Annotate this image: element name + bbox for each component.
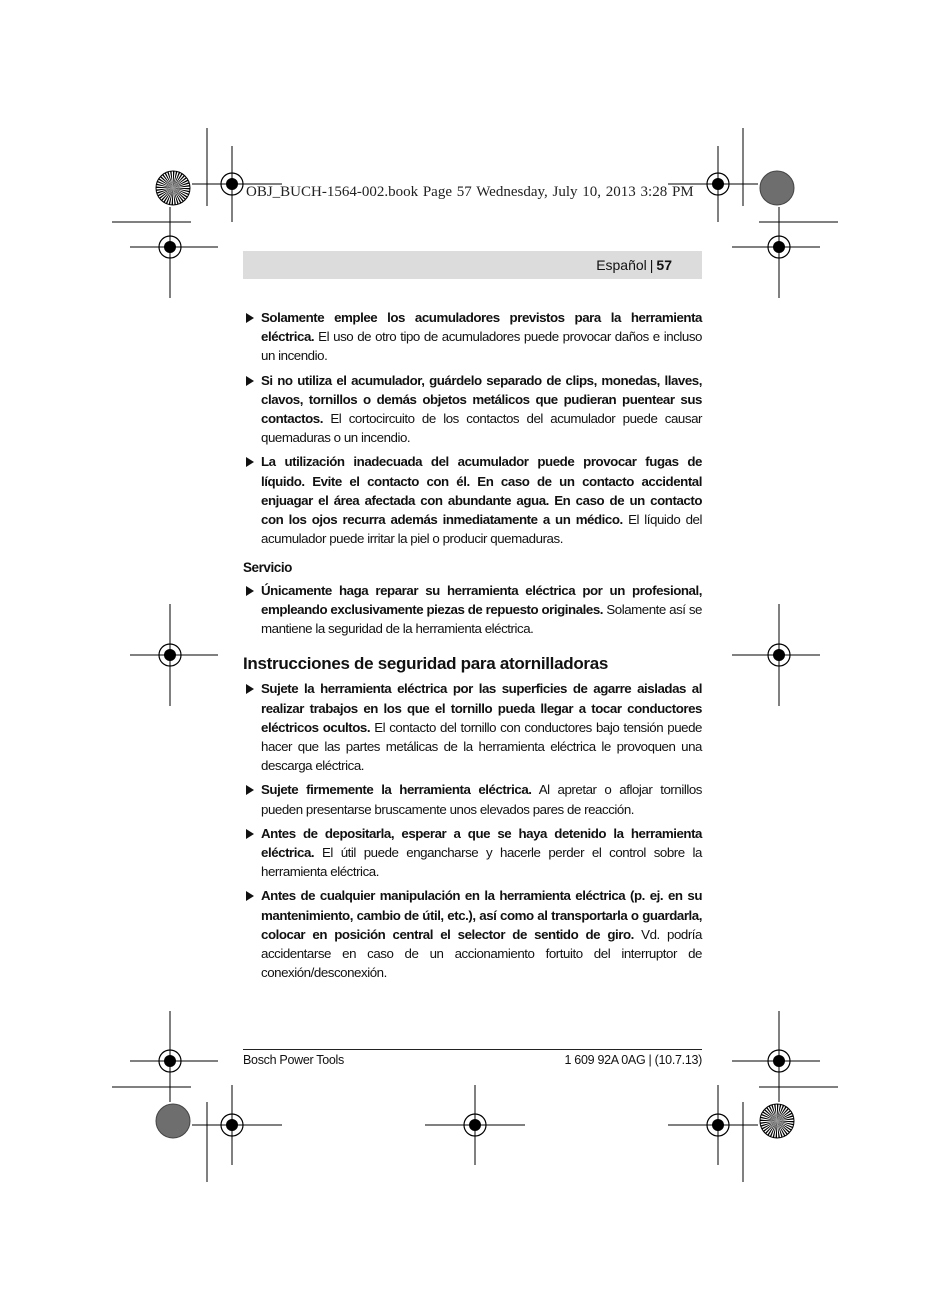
bullet-text: Solamente así se mantiene la seguridad de la herramienta eléctrica.	[261, 601, 702, 637]
bullet-triangle-icon	[246, 313, 254, 323]
bullet-item	[243, 581, 702, 639]
header-page-number: 57	[656, 257, 672, 273]
bullet-bold-text: Si no utiliza el acumulador, guárdelo separado de clips, monedas, llaves, clavos, tornillos o demás objetos metálicos que pudieran puentear sus contactos.	[261, 372, 702, 427]
bullet-bold-text: La utilización inadecuada del acumulador puede provocar fugas de líquido. Evite el contacto con él. En caso de un contacto accidental enjuagar el área afectada con abundante agua. En caso de un contacto con los ojos recurra además inmediatamente a un médico.	[261, 454, 702, 528]
bullet-item	[243, 780, 702, 818]
bullet-triangle-icon	[246, 457, 254, 467]
footer-rule	[243, 1049, 702, 1050]
bullet-bold-text: Sujete firmemente la herramienta eléctrica.	[261, 782, 532, 798]
screwdriver-safety-heading: Instrucciones de seguridad para atornilladoras	[243, 654, 609, 674]
battery-warnings	[243, 308, 702, 548]
bullet-text: El uso de otro tipo de acumuladores puede provocar daños e incluso un incendio.	[261, 329, 702, 364]
bullet-text: El contacto del tornillo con conductores bajo tensión puede hacer que las partes metálicas de la herramienta eléctrica le provoquen una descarga eléctrica.	[261, 719, 702, 774]
grey-density-patch	[760, 171, 794, 205]
bullet-bold-text: Antes de cualquier manipulación en la herramienta eléctrica (p. ej. en su mantenimiento, cambio de útil, etc.), así como al transportarla o guardarla, colocar en posición central el selector de sentido de giro.	[261, 888, 702, 942]
page-content	[243, 308, 702, 988]
bullet-triangle-icon	[246, 891, 254, 901]
star-target-icon	[156, 171, 190, 205]
page-header-text	[596, 257, 672, 273]
header-language: Español	[596, 257, 647, 273]
header-separator: |	[649, 257, 654, 273]
bullet-item	[243, 452, 702, 548]
page-header-bar	[243, 251, 702, 279]
bullet-bold-text: Antes de depositarla, esperar a que se haya detenido la herramienta eléctrica.	[261, 825, 702, 861]
bullet-text: El útil puede engancharse y hacerle perder el control sobre la herramienta eléctrica.	[261, 845, 702, 880]
bullet-item	[243, 679, 702, 775]
print-slug-line: OBJ_BUCH-1564-002.book Page 57 Wednesday, July 10, 2013 3:28 PM	[246, 184, 694, 200]
bullet-triangle-icon	[246, 684, 254, 694]
bullet-item	[243, 886, 702, 982]
star-target-icon	[760, 1104, 794, 1138]
bullet-item	[243, 371, 702, 448]
bullet-text: El líquido del acumulador puede irritar la piel o producir quemaduras.	[261, 512, 702, 547]
footer-brand: Bosch Power Tools	[243, 1053, 344, 1067]
bullet-item	[243, 824, 702, 882]
bullet-triangle-icon	[246, 785, 254, 795]
bullet-item	[243, 308, 702, 366]
bullet-triangle-icon	[246, 376, 254, 386]
bullet-text: Al apretar o aflojar tornillos pueden presentarse bruscamente unos elevados pares de reacción.	[261, 782, 703, 817]
bullet-bold-text: Solamente emplee los acumuladores previstos para la herramienta eléctrica.	[261, 310, 702, 345]
bullet-text: Vd. podría accidentarse en caso de un accionamiento fortuito del interruptor de conexión/desconexión.	[261, 926, 703, 981]
bullet-triangle-icon	[246, 829, 254, 839]
bullet-triangle-icon	[246, 586, 254, 596]
bullet-bold-text: Sujete la herramienta eléctrica por las superficies de agarre aisladas al realizar trabajos en los que el tornillo pueda llegar a tocar conductores eléctricos ocultos.	[261, 681, 702, 735]
service-heading: Servicio	[243, 560, 292, 576]
footer-doc-id: 1 609 92A 0AG | (10.7.13)	[564, 1053, 702, 1067]
bullet-text: El cortocircuito de los contactos del acumulador puede causar quemaduras o un incendio.	[261, 411, 702, 446]
grey-density-patch	[156, 1104, 190, 1138]
bullet-bold-text: Únicamente haga reparar su herramienta eléctrica por un profesional, empleando exclusivamente piezas de repuesto originales.	[261, 582, 702, 617]
